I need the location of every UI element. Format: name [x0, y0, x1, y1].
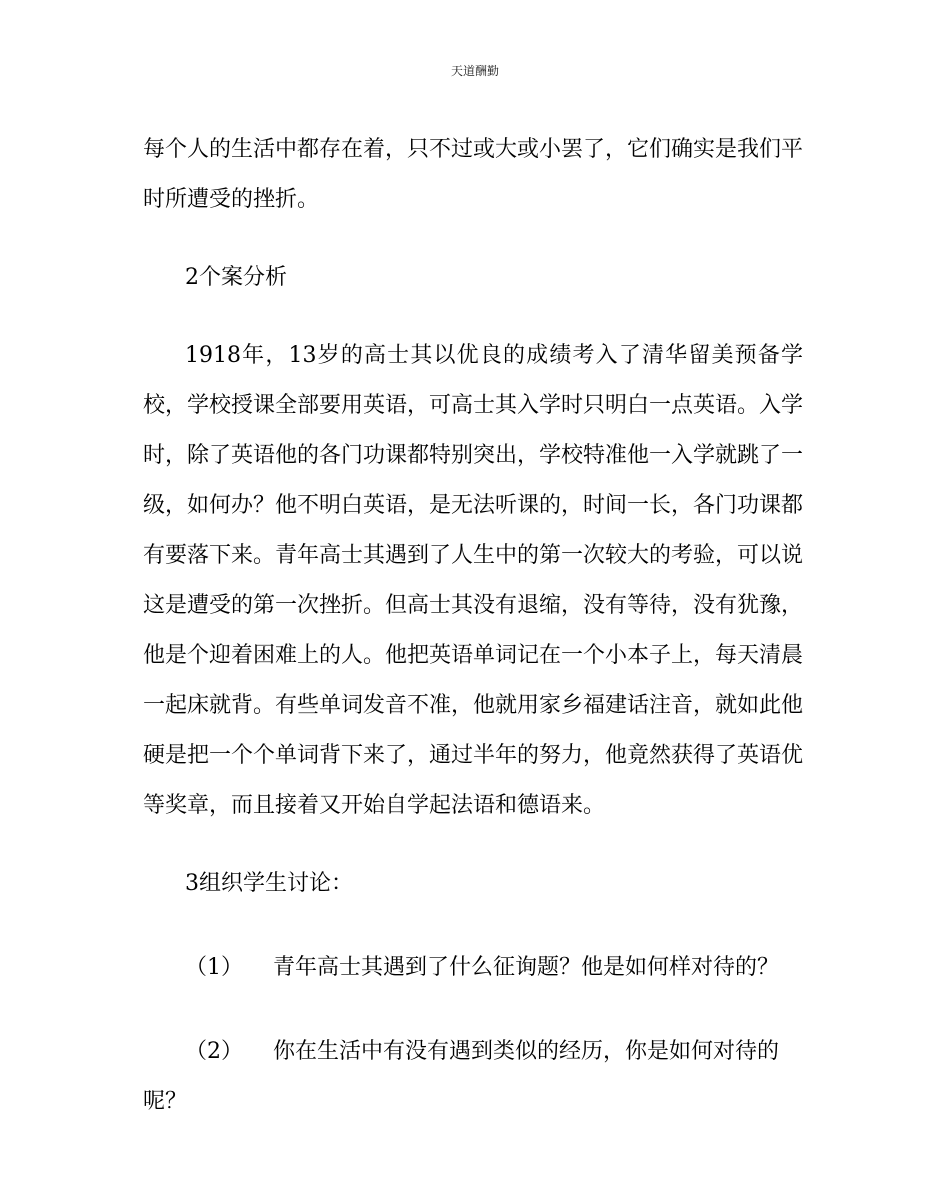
- question-number: （2）: [185, 1039, 243, 1064]
- question-number: （1）: [185, 955, 243, 980]
- header-title: 天道酬勤: [450, 64, 499, 78]
- question-text: 青年高士其遇到了什么征询题？他是如何样对待的？: [273, 955, 780, 980]
- document-body: [143, 125, 803, 1127]
- paragraph-intro: 每个人的生活中都存在着，只不过或大或小罢了，它们确实是我们平时所遭受的挫折。: [143, 137, 804, 212]
- page-header: [0, 62, 950, 79]
- paragraph-case-story: 1918年，13岁的高士其以优良的成绩考入了清华留美预备学校，学校授课全部要用英语，可高士其入学时只明白一点英语。入学时，除了英语他的各门功课都特别突出，学校特准他一入学就跳了一级，如何办？他不明白英语，是无法听课的，时间一长，各门功课都有要落下来。青年高士其遇到了人生中的第一次较大的考验，可以说这是遭受的第一次挫折。但高士其没有退缩，没有等待，没有犹豫，他是个迎着困难上的人。他把英语单词记在一个小本子上，每天清晨一起床就背。有些单词发音不准，他就用家乡福建话注音，就如此他硬是把一个个单词背下来了，通过半年的努力，他竟然获得了英语优等奖章，而且接着又开始自学起法语和德语来。: [143, 343, 804, 818]
- question-text: 你在生活中有没有遇到类似的经历，你是如何对待的呢？: [143, 1039, 780, 1114]
- section-heading-discussion: 3组织学生讨论：: [185, 871, 353, 896]
- discussion-question-1: [143, 943, 803, 993]
- discussion-question-2: [143, 1027, 803, 1127]
- section-heading-case-analysis: 2个案分析: [185, 265, 287, 290]
